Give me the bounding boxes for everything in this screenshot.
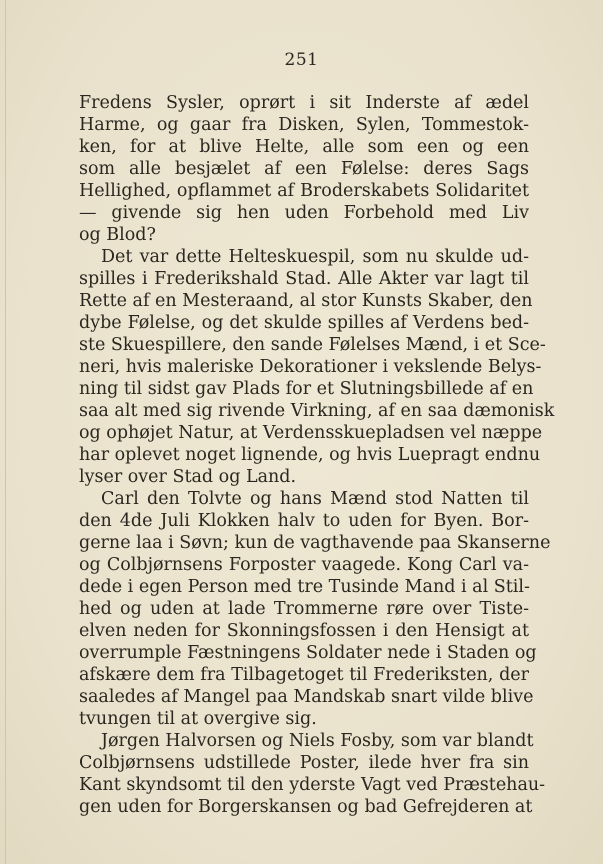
text-line: Jørgen Halvorsen og Niels Fosby, som var blandt (101, 731, 534, 751)
text-line: og Blod? (79, 225, 156, 245)
text-line: Fredens Sysler, oprørt i sit Inderste af ædel (79, 93, 529, 113)
text-line: saaledes af Mangel paa Mandskab snart vilde blive (79, 687, 534, 707)
text-line: den 4de Juli Klokken halv to uden for Byen. Bor- (79, 511, 529, 531)
text-line: ste Skuespillere, den sande Følelses Mænd, i et Sce- (79, 335, 546, 355)
text-line: overrumple Fæstningens Soldater nede i Staden og (79, 643, 537, 663)
text-line: gerne laa i Søvn; kun de vagthavende paa Skanserne (79, 533, 551, 553)
text-line: har oplevet noget lignende, og hvis Luepragt endnu (79, 445, 541, 465)
page-gutter-line (5, 0, 6, 864)
text-line: hed og uden at lade Trommerne røre over Tiste- (79, 599, 529, 619)
text-line: og ophøjet Natur, at Verdensskuepladsen vel næppe (79, 423, 543, 443)
text-line: ken, for at blive Helte, alle som een og een (79, 137, 529, 157)
text-line: spilles i Frederikshald Stad. Alle Akter var lagt til (79, 269, 529, 289)
text-line: gen uden for Borgerskansen og bad Gefrejderen at (79, 797, 533, 817)
text-line: dybe Følelse, og det skulde spilles af Verdens bed- (79, 313, 529, 333)
text-line: saa alt med sig rivende Virkning, af en saa dæmonisk (79, 401, 555, 421)
text-line: og Colbjørnsens Forposter vaagede. Kong Carl va- (79, 555, 529, 575)
text-line: — givende sig hen uden Forbehold med Liv (79, 203, 529, 223)
text-line: Carl den Tolvte og hans Mænd stod Natten til (101, 489, 529, 509)
text-line: som alle besjælet af een Følelse: deres Sags (79, 159, 529, 179)
text-line: Colbjørnsens udstillede Poster, ilede hver fra sin (79, 753, 529, 773)
text-line: tvungen til at overgive sig. (79, 709, 317, 729)
text-line: afskære dem fra Tilbagetoget til Frederiksten, der (79, 665, 529, 685)
text-line: Harme, og gaar fra Disken, Sylen, Tommestok- (79, 115, 529, 135)
body-text (79, 92, 555, 818)
page-number: 251 (284, 50, 319, 70)
text-line: elven neden for Skonningsfossen i den Hensigt at (79, 621, 529, 641)
text-line: lyser over Stad og Land. (79, 467, 297, 487)
text-line: neri, hvis maleriske Dekorationer i vekslende Belys- (79, 357, 542, 377)
text-line: Rette af en Mesteraand, al stor Kunsts Skaber, den (79, 291, 533, 311)
text-line: Kant skyndsomt til den yderste Vagt ved Præstehau- (79, 775, 546, 795)
text-line: ning til sidst gav Plads for et Slutningsbillede af en (79, 379, 534, 399)
text-line: Det var dette Helteskuespil, som nu skulde ud- (101, 247, 529, 267)
text-line: Hellighed, opflammet af Broderskabets Solidaritet (79, 181, 529, 201)
text-line: dede i egen Person med tre Tusinde Mand i al Stil- (79, 577, 530, 597)
